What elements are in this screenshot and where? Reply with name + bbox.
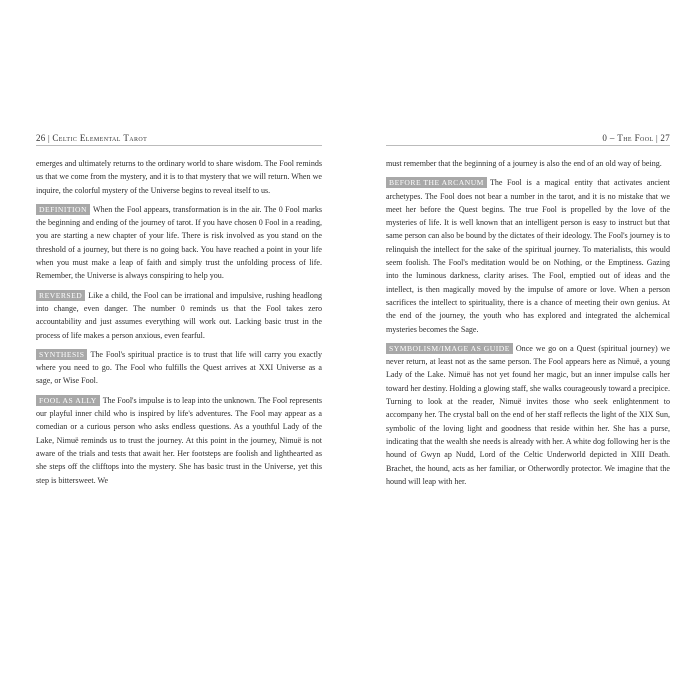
left-paragraph xyxy=(36,203,322,283)
right-running-title: 0 – The Fool xyxy=(602,133,654,143)
left-paragraph xyxy=(36,348,322,388)
paragraph-text: When the Fool appears, transformation is in the air. The 0 Fool marks the beginning and ending of the journey of tarot. If you have chosen 0 Fool in a reading, you are starting a new chapter of your life. There is risk involved as you stand on the threshold of a journey, but there is no going back. You have reached a point in your life when you must make a leap of faith and simply trust the unfolding process of life. Remember, the Universe is always conspiring to help you. xyxy=(36,204,322,281)
right-paragraph xyxy=(386,176,670,336)
right-paragraph xyxy=(386,157,670,170)
section-label-fool-as-ally: FOOL AS ALLY xyxy=(36,395,100,406)
right-running-head xyxy=(386,131,670,146)
paragraph-text: The Fool's impulse is to leap into the unknown. The Fool represents our playful inner child who is inspired by life's adventures. The Fool may appear as a comedian or a curious person who asks endless questions. As a youthful Lady of the Lake, Nimuë reminds us to trust the journey. At this point in the journey, Nimuë is not aware of the trials and tests that await her. Her footsteps are foolish and lighthearted as she steps off the clifftops into the mystery. She has basic trust in the Universe, yet this step is bittersweet. We xyxy=(36,395,322,485)
left-running-head xyxy=(36,131,322,146)
paragraph-text: must remember that the beginning of a journey is also the end of an old way of being. xyxy=(386,159,662,168)
left-running-title: Celtic Elemental Tarot xyxy=(52,133,148,143)
right-head-separator: | xyxy=(656,134,658,143)
left-paragraph xyxy=(36,157,322,197)
left-paragraph xyxy=(36,394,322,487)
right-page-body xyxy=(386,157,670,488)
left-page xyxy=(36,131,322,493)
right-page-number: 27 xyxy=(660,133,670,143)
left-paragraph xyxy=(36,289,322,342)
section-label-reversed: REVERSED xyxy=(36,290,85,301)
section-label-before-the-arcanum: BEFORE THE ARCANUM xyxy=(386,177,487,188)
left-head-separator: | xyxy=(48,134,50,143)
paragraph-text: The Fool is a magical entity that activates ancient archetypes. The Fool does not bear a number in the tarot, and it is no mistake that we meet her before the Quest begins. The true Fool is propelled by the love of the mysteries of life. It is well known that an intelligent person is easy to instruct but that same person can also be bound by the dictates of their ideology. The Fool's journey is to relinquish the intellect for the sake of the spiritual journey. To materialists, this would seem foolish. The Fool's meditation would be on Nothing, or the Emptiness. Gazing into the luminous darkness, clarity arises. The Fool, emptied out of ideas and the intellect, is then magically moved by the impulse of amore or love. When a person sacrifices the intellect to spirituality, there is a chance of meeting their own genius. At the end of the journey, the youth who has explored and integrated the alchemical mysteries becomes the Sage. xyxy=(386,178,670,334)
section-label-symbolism-image-as-guide: SYMBOLISM/IMAGE AS GUIDE xyxy=(386,343,513,354)
left-page-number: 26 xyxy=(36,133,46,143)
section-label-definition: DEFINITION xyxy=(36,204,90,215)
right-paragraph xyxy=(386,342,670,488)
right-page xyxy=(386,131,670,494)
left-page-body xyxy=(36,157,322,487)
section-label-synthesis: SYNTHESIS xyxy=(36,349,87,360)
paragraph-text: Once we go on a Quest (spiritual journey) we never return, at least not as the same person. The Fool appears here as Nimuë, a young Lady of the Lake. Nimuë has not yet found her magic, but an inner impulse calls her toward her destiny. Holding a glowing staff, she walks courageously toward a precipice. Turning to look at the reader, Nimuë invites those who seek enlightenment to accompany her. The crystal ball on the end of her staff reflects the light of the XIX Sun, symbolic of the loving light and goodness that reside within her. She has a purse, indicating that the wealth she needs is already with her. A white dog following her is the hound of Gwyn ap Nudd, Lord of the Celtic Underworld depicted in XIII Death. Brachet, the hound, acts as her familiar, or Otherwordly protector. We imagine that the hound will leap with her. xyxy=(386,343,670,486)
paragraph-text: emerges and ultimately returns to the ordinary world to share wisdom. The Fool reminds us that we come from the mystery, and it is to that mystery that we will return. When we inquire, the colorful mystery of the Universe begins to reveal itself to us. xyxy=(36,159,322,195)
paragraph-text: The Fool's spiritual practice is to trust that life will carry you exactly where you need to go. The Fool who fulfills the Quest arrives at XXI Universe as a sage, or Wise Fool. xyxy=(36,349,322,386)
paragraph-text: Like a child, the Fool can be irrational and impulsive, rushing headlong into change, even danger. The number 0 reminds us that the Fool takes zero accountability and just assumes everything will work out. Lacking basic trust in the process of life makes a person anxious, even fearful. xyxy=(36,290,322,340)
